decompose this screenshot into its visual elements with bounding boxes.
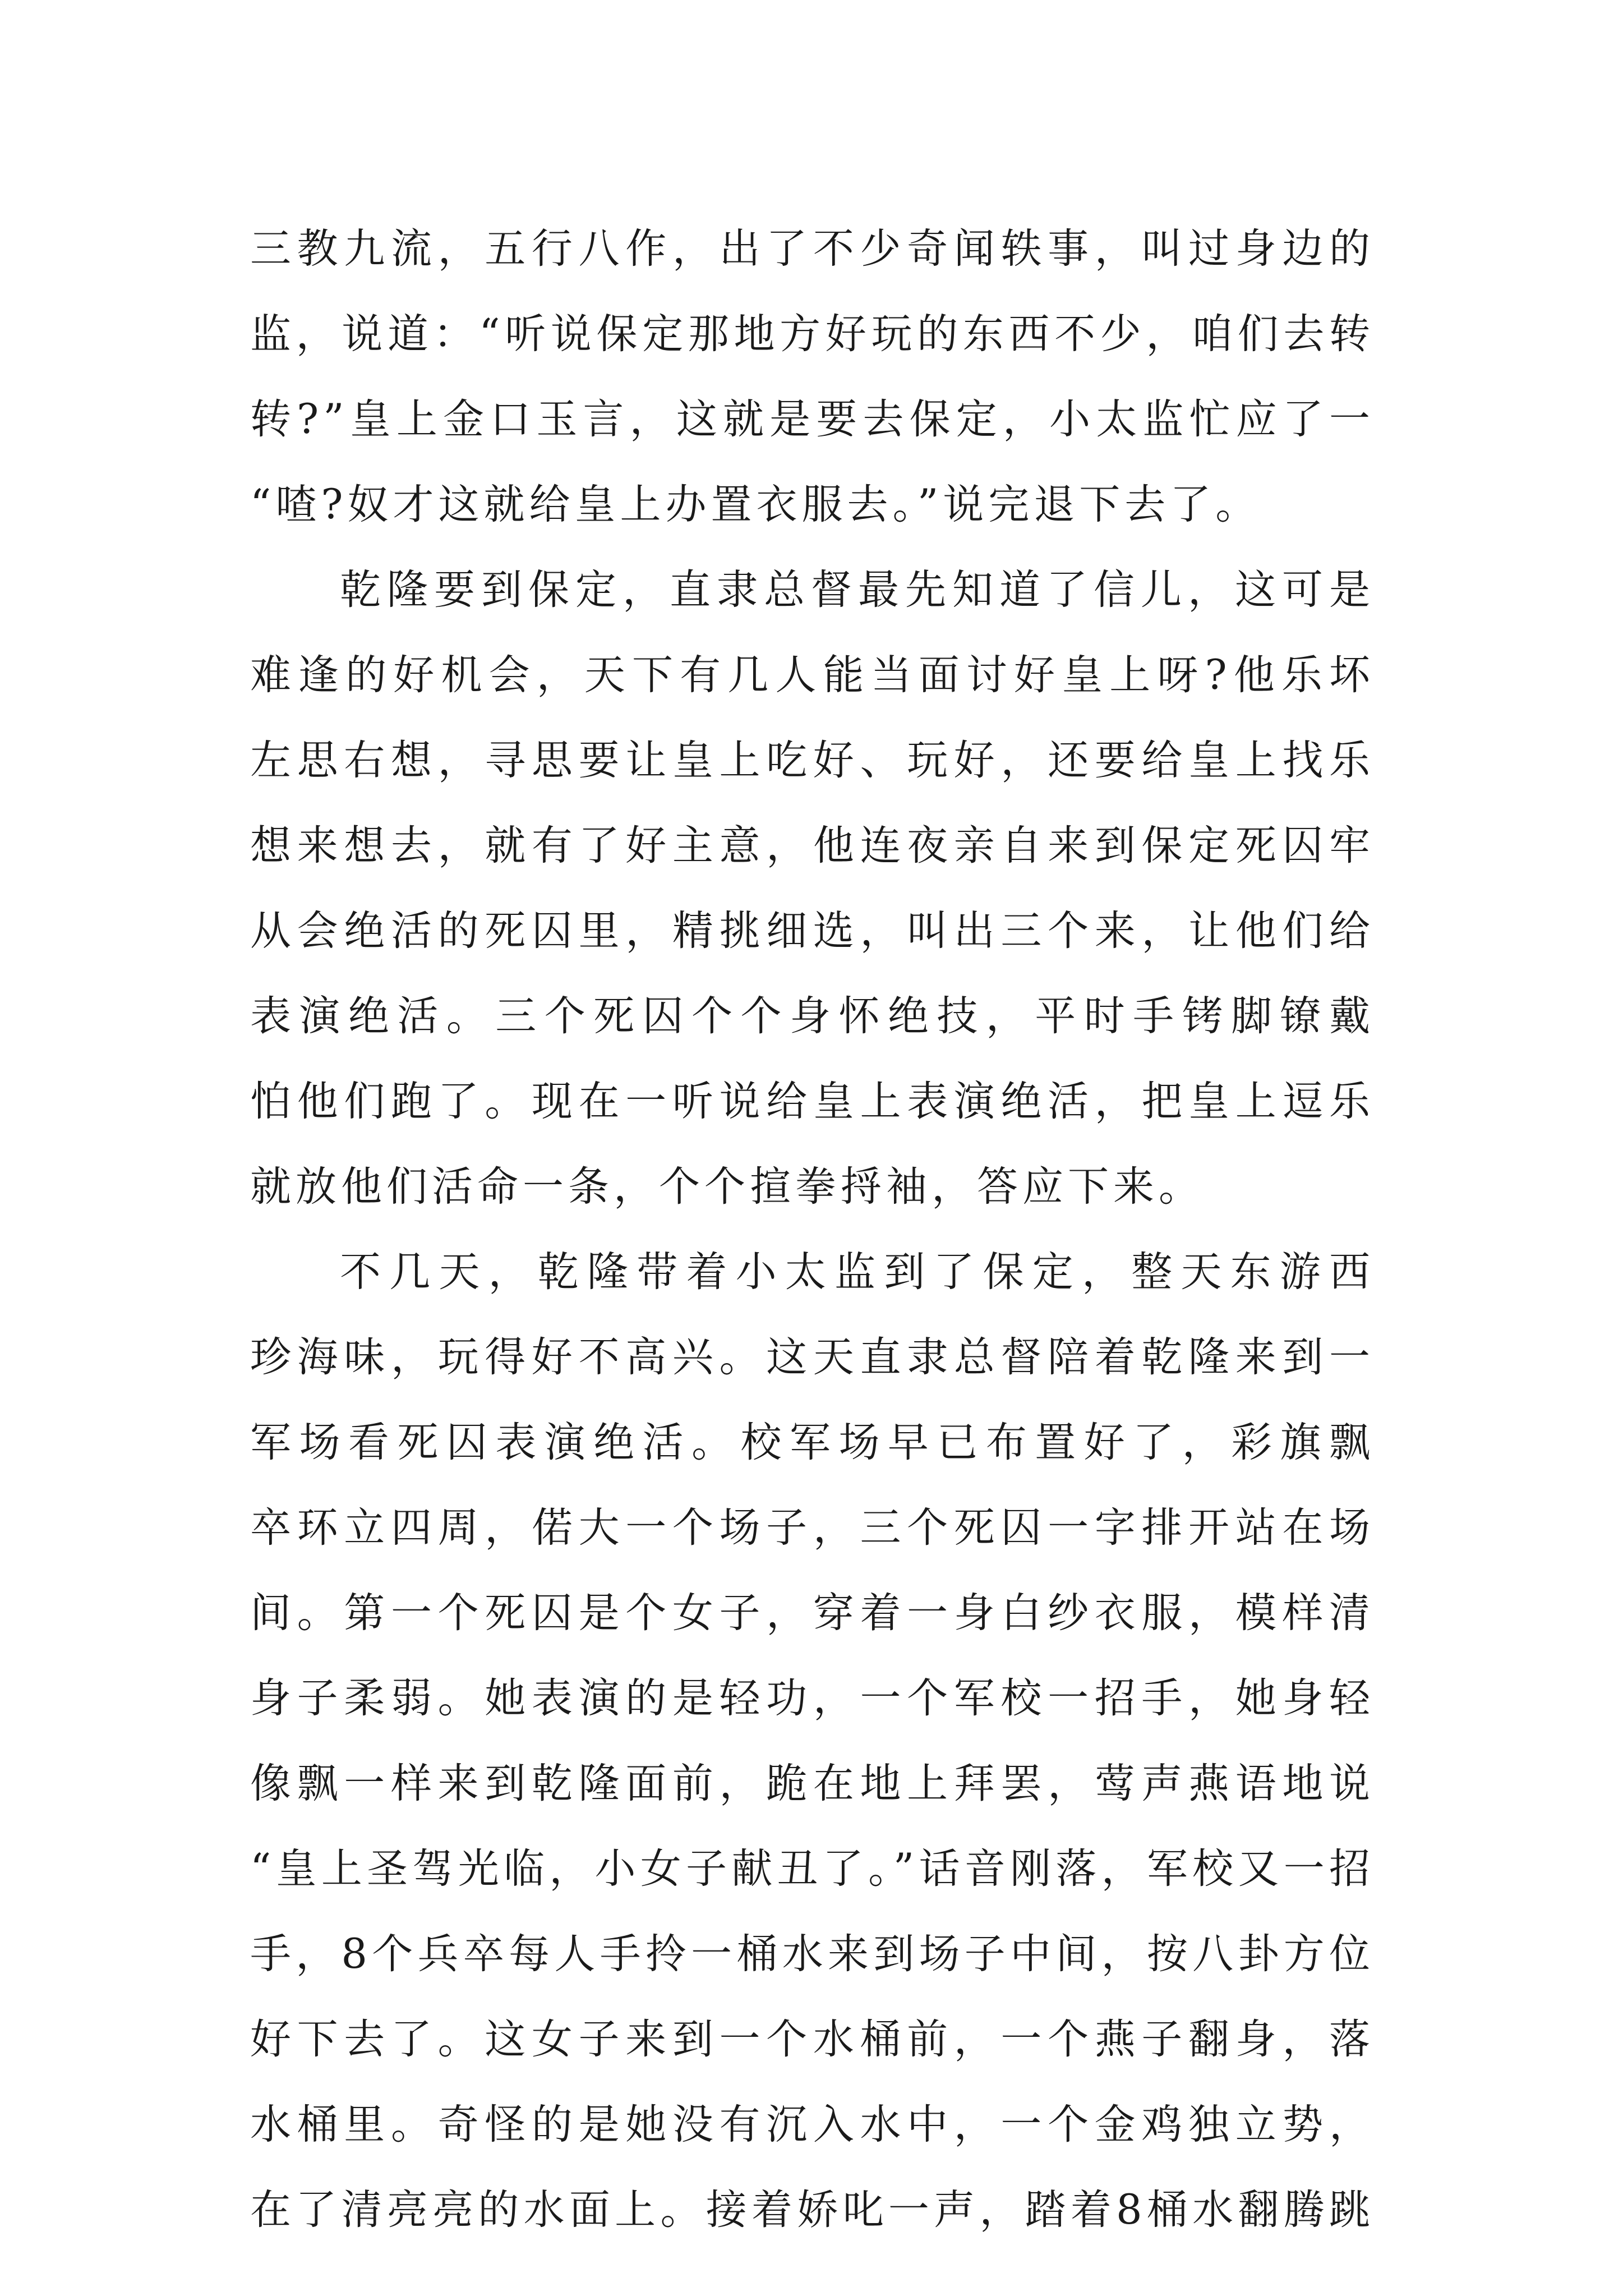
- text-line: 就放他们活命一条，个个揎拳捋袖，答应下来。: [250, 1163, 1204, 1211]
- text-line: 三教九流，五行八作，出了不少奇闻轶事，叫过身边的: [250, 225, 1375, 273]
- paragraph-first-line: 不几天，乾隆带着小太监到了保定，整天东游西: [340, 1248, 1375, 1296]
- text-line: 间。第一个死囚是个女子，穿着一身白纱衣服，模样清: [250, 1589, 1375, 1637]
- text-line: “皇上圣驾光临，小女子献丑了。”话音刚落，军校又一招: [250, 1845, 1375, 1893]
- text-line: 从会绝活的死囚里，精挑细选，叫出三个来，让他们给: [250, 907, 1375, 955]
- text-line: 像飘一样来到乾隆面前，跪在地上拜罢，莺声燕语地说: [250, 1760, 1375, 1807]
- text-line: “喳?奴才这就给皇上办置衣服去。”说完退下去了。: [250, 481, 1261, 528]
- text-line: 左思右想，寻思要让皇上吃好、玩好，还要给皇上找乐: [250, 737, 1375, 784]
- text-line: 监，说道：“听说保定那地方好玩的东西不少，咱们去转: [250, 310, 1375, 358]
- text-line: 怕他们跑了。现在一听说给皇上表演绝活，把皇上逗乐: [250, 1078, 1375, 1125]
- body-text: [250, 206, 1375, 2253]
- text-line: 珍海味，玩得好不高兴。这天直隶总督陪着乾隆来到一: [250, 1333, 1375, 1381]
- text-line: 难逢的好机会，天下有几人能当面讨好皇上呀?他乐坏: [250, 651, 1375, 699]
- paragraph-first-line: 乾隆要到保定，直隶总督最先知道了信儿，这可是: [340, 566, 1375, 614]
- text-line: 在了清亮亮的水面上。接着娇叱一声，踏着8桶水翻腾跳: [250, 2186, 1375, 2234]
- text-line: 好下去了。这女子来到一个水桶前，一个燕子翻身，落: [250, 2016, 1375, 2063]
- text-line: 想来想去，就有了好主意，他连夜亲自来到保定死囚牢: [250, 822, 1375, 869]
- text-line: 手，8个兵卒每人手拎一桶水来到场子中间，按八卦方位: [250, 1930, 1375, 1978]
- text-line: 表演绝活。三个死囚个个身怀绝技，平时手铐脚镣戴: [250, 992, 1375, 1040]
- text-line: 卒环立四周，偌大一个场子，三个死囚一字排开站在场: [250, 1504, 1375, 1552]
- text-line: 军场看死囚表演绝活。校军场早已布置好了，彩旗飘: [250, 1419, 1375, 1466]
- text-line: 转?”皇上金口玉言，这就是要去保定，小太监忙应了一: [250, 395, 1375, 443]
- text-line: 身子柔弱。她表演的是轻功，一个军校一招手，她身轻: [250, 1674, 1375, 1722]
- text-line: 水桶里。奇怪的是她没有沉入水中，一个金鸡独立势，: [250, 2101, 1375, 2148]
